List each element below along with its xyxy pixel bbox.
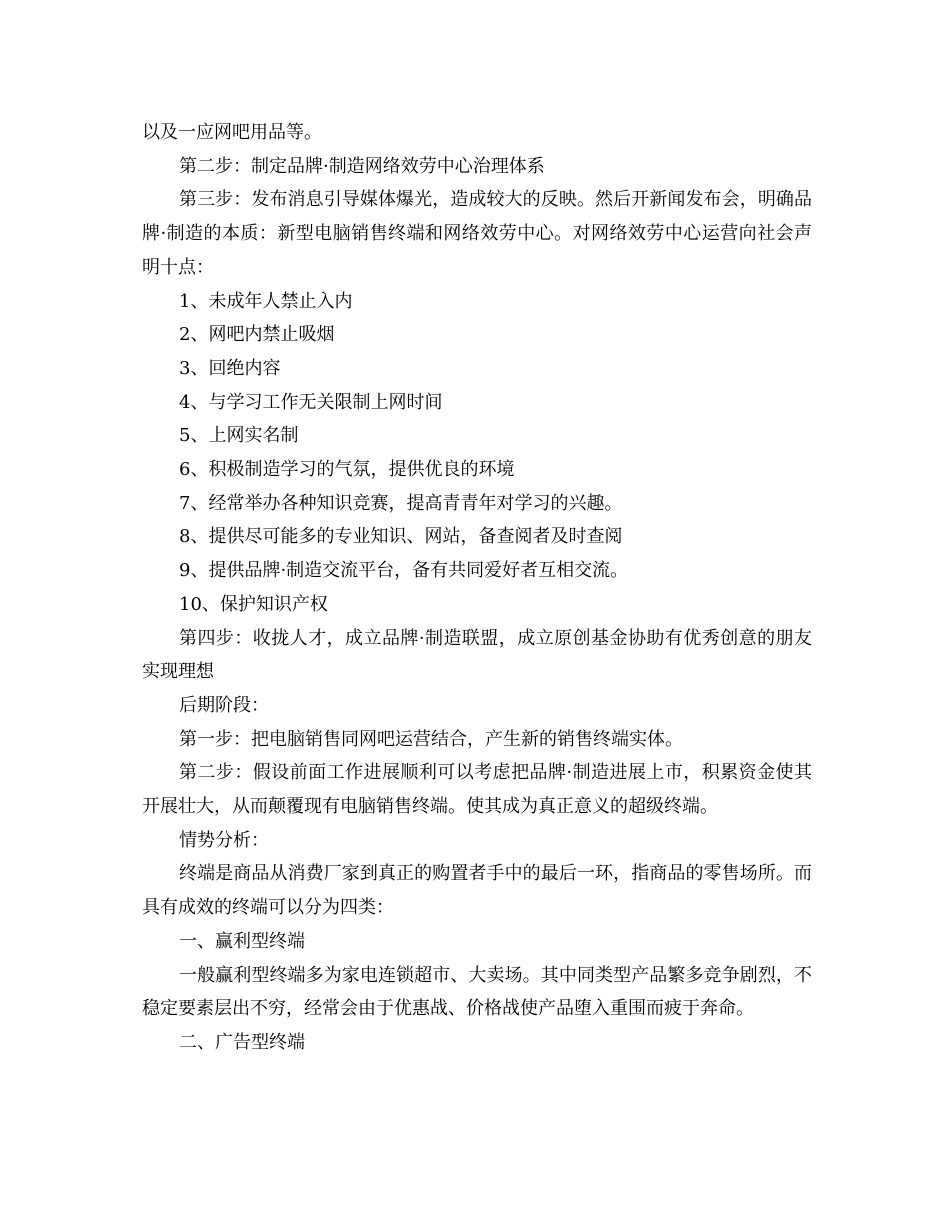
- section-heading: 二、广告型终端: [179, 1031, 305, 1053]
- paragraph: 第四步：收拢人才，成立品牌·制造联盟，成立原创基金协助有优秀创意的朋友实现理想: [142, 627, 812, 683]
- paragraph: 一般赢利型终端多为家电连锁超市、大卖场。其中同类型产品繁多竞争剧烈，不稳定要素层出不穷，经常会由于优惠战、价格战使产品堕入重围而疲于奔命。: [142, 964, 812, 1020]
- section-heading: 一、赢利型终端: [179, 930, 305, 952]
- list-item: 2、网吧内禁止吸烟: [179, 324, 335, 346]
- list-item: 8、提供尽可能多的专业知识、网站，备查阅者及时查阅: [179, 526, 623, 548]
- paragraph: 第一步：把电脑销售同网吧运营结合，产生新的销售终端实体。: [179, 728, 683, 750]
- paragraph: 以及一应网吧用品等。: [142, 122, 322, 143]
- list-item: 10、保护知识产权: [179, 593, 328, 615]
- paragraph: 终端是商品从消费厂家到真正的购置者手中的最后一环，指商品的零售场所。而具有成效的终端可以分为四类：: [142, 863, 812, 919]
- paragraph: 第二步：假设前面工作进展顺利可以考虑把品牌·制造进展上市，积累资金使其开展壮大，从而颠覆现有电脑销售终端。使其成为真正意义的超级终端。: [142, 762, 812, 818]
- document-body: [142, 116, 812, 1060]
- paragraph: 第三步：发布消息引导媒体爆光，造成较大的反映。然后开新闻发布会，明确品牌·制造的本质：新型电脑销售终端和网络效劳中心。对网络效劳中心运营向社会声明十点：: [142, 189, 812, 278]
- list-item: 5、上网实名制: [179, 425, 299, 447]
- list-item: 1、未成年人禁止入内: [179, 290, 353, 312]
- paragraph: 第二步：制定品牌·制造网络效劳中心治理体系: [179, 155, 545, 177]
- list-item: 3、回绝内容: [179, 357, 281, 379]
- section-heading: 后期阶段：: [179, 694, 269, 716]
- list-item: 7、经常举办各种知识竞赛，提高青青年对学习的兴趣。: [179, 492, 623, 514]
- list-item: 4、与学习工作无关限制上网时间: [179, 391, 443, 413]
- section-heading: 情势分析：: [179, 829, 269, 851]
- list-item: 6、积极制造学习的气氛，提供优良的环境: [179, 459, 515, 481]
- list-item: 9、提供品牌·制造交流平台，备有共同爱好者互相交流。: [179, 560, 629, 582]
